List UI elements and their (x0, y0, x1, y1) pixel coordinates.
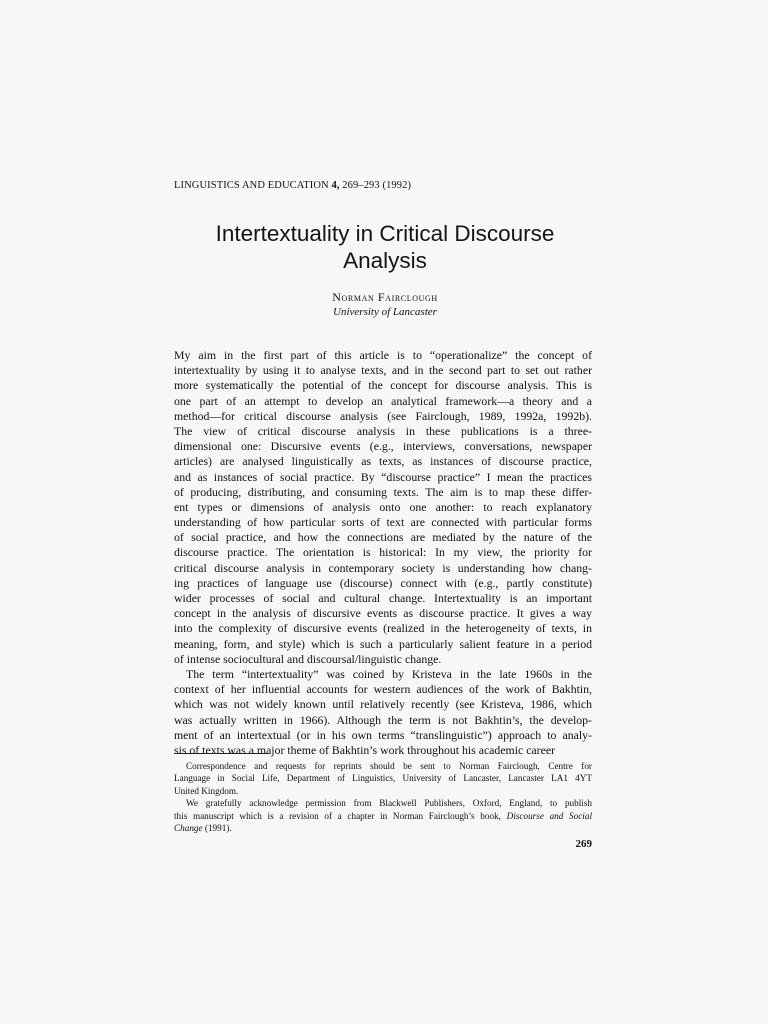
body-line: articles) are analysed linguistically as texts, as instances of discourse practice, (174, 454, 592, 469)
body-line: context of her influential accounts for western audiences of the work of Bakhtin, (174, 682, 592, 697)
article-title-line-2: Analysis (343, 248, 427, 273)
footnotes (174, 760, 592, 834)
body-text (174, 348, 592, 758)
footnote-2-line-3 (174, 822, 592, 834)
body-line: was actually written in 1966). Although the term is not Bakhtin’s, the develop- (174, 712, 592, 727)
footnote-2-book-title-part-1: Discourse and Social (506, 810, 592, 821)
footnote-2-book-title-part-2: Change (174, 822, 203, 833)
body-line: dimensional one: Discursive events (e.g., interviews, conversations, newspaper (174, 439, 592, 454)
footnote-2-line-2-text: this manuscript which is a revision of a chapter in Norman Fairclough’s book, (174, 810, 501, 821)
body-line: and as instances of social practice. By “discourse practice” I mean the practices (174, 469, 592, 484)
body-line: which was not widely known until relatively recently (see Kristeva, 1986, which (174, 697, 592, 712)
body-line: more systematically the potential of the concept for discourse analysis. This is (174, 378, 592, 393)
footnote-2-line-2 (174, 810, 592, 822)
author-name: Norman Fairclough (332, 290, 438, 304)
journal-name: LINGUISTICS AND EDUCATION (174, 180, 329, 191)
body-line: critical discourse analysis in contemporary society is understanding how chang- (174, 560, 592, 575)
body-line: one part of an attempt to develop an analytical framework—a theory and a (174, 393, 592, 408)
body-line: intertextuality by using it to analyse texts, and in the second part to set out rather (174, 363, 592, 378)
journal-volume: 4, (331, 180, 340, 191)
footnote-1-line-3: United Kingdom. (174, 785, 239, 796)
body-line: wider processes of social and cultural change. Intertextuality is an important (174, 591, 592, 605)
body-line: discourse practice. The orientation is historical: In my view, the priority for (174, 545, 592, 560)
body-line: understanding of how particular sorts of text are connected with particular forms (174, 515, 592, 530)
body-line: The view of critical discourse analysis in these publications is a three- (174, 423, 592, 438)
body-line: sis of texts was a major theme of Bakhtin’s work throughout his academic career (174, 742, 555, 757)
footnote-2-line-1: We gratefully acknowledge permission from Blackwell Publishers, Oxford, England, to publish (186, 798, 592, 809)
footnote-rule (174, 753, 269, 754)
body-line: meaning, form, and style) which is such a particularly salient feature in a period (174, 636, 592, 651)
body-line: of producing, distributing, and consuming texts. The aim is to map these differ- (174, 484, 592, 499)
body-line: ment of an intertextual (or in his own terms “translinguistic”) approach to analy- (174, 727, 592, 742)
article-title-line-1: Intertextuality in Critical Discourse (215, 221, 555, 246)
footnote-1-line-2: Language in Social Life, Department of Linguistics, University of Lancaster, Lancaster LA1 4YT (174, 773, 592, 784)
page-number: 269 (575, 838, 592, 850)
body-line: The term “intertextuality” was coined by Kristeva in the late 1960s in the (186, 666, 592, 681)
body-line: of social practice, and how the connections are mediated by the nature of the (174, 530, 592, 545)
body-line: My aim in the first part of this article is to “operationalize” the concept of (174, 348, 592, 362)
journal-citation (174, 180, 411, 191)
body-line: of intense sociocultural and discoursal/linguistic change. (174, 651, 442, 666)
body-line: ing practices of language use (discourse) connect with (e.g., partly constitute) (174, 575, 592, 590)
article-title (150, 220, 620, 274)
footnote-1-line-1: Correspondence and requests for reprints should be sent to Norman Fairclough, Centre for (186, 761, 592, 771)
body-line: into the complexity of discursive events (realized in the heterogeneity of texts, in (174, 621, 592, 636)
body-line: ent types or dimensions of analysis onto one another: to reach explanatory (174, 499, 592, 514)
body-line: concept in the analysis of discursive events as discourse practice. It gives a way (174, 606, 592, 621)
author-affiliation: University of Lancaster (333, 306, 437, 318)
journal-pages-year: 269–293 (1992) (342, 180, 412, 191)
body-line: method—for critical discourse analysis (see Fairclough, 1989, 1992a, 1992b). (174, 408, 592, 423)
footnote-2-line-3-text: (1991). (204, 822, 232, 833)
